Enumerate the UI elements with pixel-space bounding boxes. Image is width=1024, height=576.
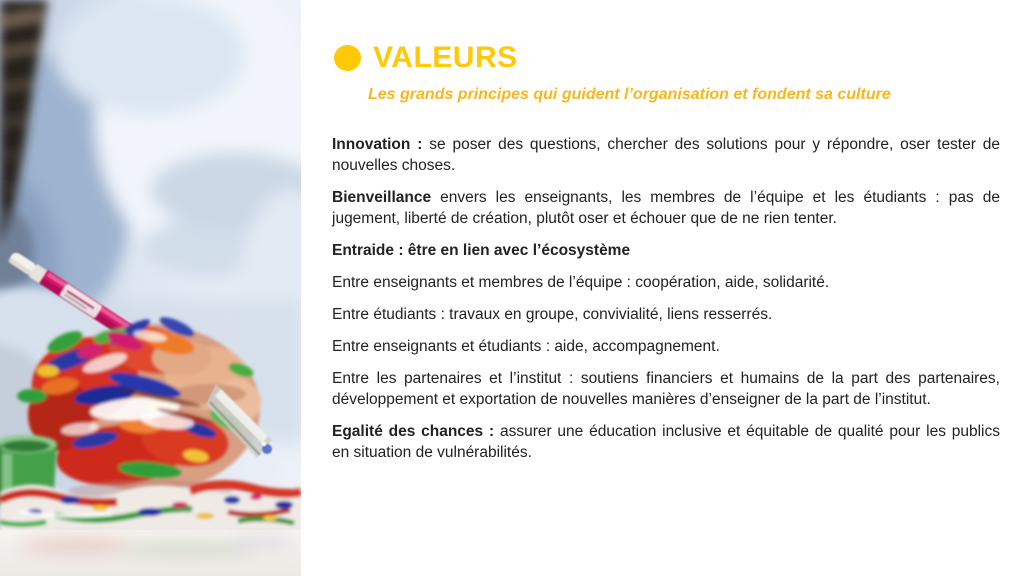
paragraph: Entre enseignants et étudiants : aide, accompagnement. — [332, 338, 720, 355]
paragraph: Innovation : se poser des questions, chercher des solutions pour y répondre, oser tester de nouvelles choses. — [332, 136, 1000, 174]
bullet-circle-icon — [334, 45, 361, 71]
title-row — [334, 41, 518, 75]
paragraph: Entre enseignants et membres de l’équipe : coopération, aide, solidarité. — [332, 274, 830, 291]
paragraph: Egalité des chances : assurer une éducation inclusive et équitable de qualité pour les publics en situation de vulnérabilités. — [332, 423, 1001, 461]
slide-title: VALEURS — [373, 41, 518, 74]
paragraph-lead: Bienveillance — [332, 189, 432, 206]
paragraph-lead: Innovation : — [332, 136, 423, 153]
paragraph: Entre étudiants : travaux en groupe, convivialité, liens resserrés. — [332, 306, 773, 323]
slide-subtitle: Les grands principes qui guident l’organisation et fondent sa culture — [368, 86, 891, 103]
paragraph — [332, 240, 1000, 261]
paragraph: Bienveillance envers les enseignants, les membres de l’équipe et les étudiants : pas de jugement, liberté de création, plutôt oser et échouer que de ne rien tenter. — [332, 189, 1000, 227]
body-paragraphs — [332, 134, 1000, 474]
paragraph-lead: Egalité des chances : — [332, 423, 495, 440]
paragraph-lead: Entraide : être en lien avec l’écosystème — [332, 242, 631, 259]
paragraph: Entre les partenaires et l’institut : soutiens financiers et humains de la part des partenaires, développement et exportation de nouvelles manières d’enseigner de la part de l’institut. — [332, 370, 1000, 408]
